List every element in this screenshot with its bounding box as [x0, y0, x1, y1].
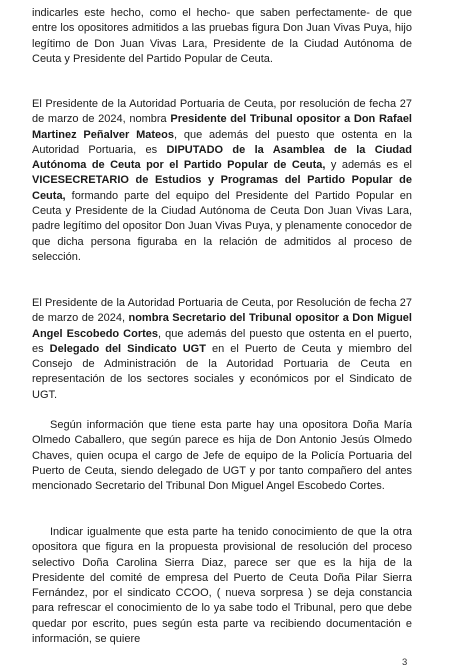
bold-text-run: nombra Secretario del Tribunal opositor a Don Miguel Angel Escobedo Cortes [32, 312, 412, 340]
paragraph-hijo-presidente [32, 6, 412, 67]
text-run: formando parte del equipo del Presidente del Partido Popular en Ceuta y Presidente de la Ciudad Autónoma de Ceuta Don Juan Vivas Lara, padre legítimo del opositor Don Juan Vivas Puya, y plenamente conocedor de que dicha persona figuraba en la relación de admitidos al proceso de selección. [32, 189, 412, 263]
text-run: y además es el [325, 159, 413, 172]
bold-text-run: Presidente del Tribunal opositor a Don Rafael Martinez Peñalver Mateos [32, 113, 412, 141]
paragraph-presidente-tribunal [32, 97, 412, 265]
paragraph-opositora-olmedo [32, 418, 412, 494]
text-run: en el Puerto de Ceuta y miembro del Consejo de Administración de la Autoridad Portuaria de Ceuta en representación de los sectores sociales y económicos por el Sindicato de UGT. [32, 342, 412, 401]
text-run: El Presidente de la Autoridad Portuaria de Ceuta, por Resolución de fecha 27 de marzo de 2024, [32, 297, 412, 325]
bold-text-run: VICESECRETARIO de Estudios y Programas del Partido Popular de Ceuta, [32, 174, 412, 202]
text-run: indicarles este hecho, como el hecho- que saben perfectamente- de que entre los opositores admitidos a las pruebas figura Don Juan Vivas Puya, hijo legítimo de Don Juan Vivas Lara, Presidente de la Ciudad Autónoma de Ceuta y Presidente del Partido Popular de Ceuta. [32, 7, 412, 65]
page-number: 3 [402, 657, 408, 668]
text-run: , que además del puesto que ostenta en el puerto, es [32, 327, 413, 355]
text-run: Según información que tiene esta parte hay una opositora Doña María Olmedo Caballero, que según parece es hija de Don Antonio Jesús Olmedo Chaves, quien ocupa el cargo de Jefe de equipo de la Policía Portuaria del Puerto de Ceuta, siendo delegado de UGT y por tanto compañero del antes mencionado Secretario del Tribunal Don Miguel Angel Escobedo Cortes. [32, 419, 412, 493]
text-run: Indicar igualmente que esta parte ha tenido conocimiento de que la otra opositora que figura en la propuesta provisional de resolución del proceso selectivo Doña Carolina Sierra Diaz, parece ser que es la hija de la Presidente del comité de empresa del Puerto de Ceuta Doña Pilar Sierra Fernández, por el sindicato CCOO, ( nueva sorpresa ) se deja constancia para refrescar el conocimiento de lo ya sabe todo el Tribunal, pero que debe quedar por escrito, pues según esta parte va recibiendo documentación e información, se quiere [32, 526, 412, 646]
bold-text-run: DIPUTADO de la Asamblea de la Ciudad Autónoma de Ceuta por el Partido Popular de Ceuta, [32, 143, 412, 172]
bold-text-run: Delegado del Sindicato UGT [49, 342, 206, 355]
paragraph-secretario-tribunal [32, 296, 412, 403]
text-run: , que además del puesto que ostenta en la Autoridad Portuaria, es [32, 128, 412, 156]
text-run: El Presidente de la Autoridad Portuaria de Ceuta, por resolución de fecha 27 de marzo de 2024, nombra [32, 98, 412, 126]
paragraph-opositora-sierra [32, 525, 412, 647]
